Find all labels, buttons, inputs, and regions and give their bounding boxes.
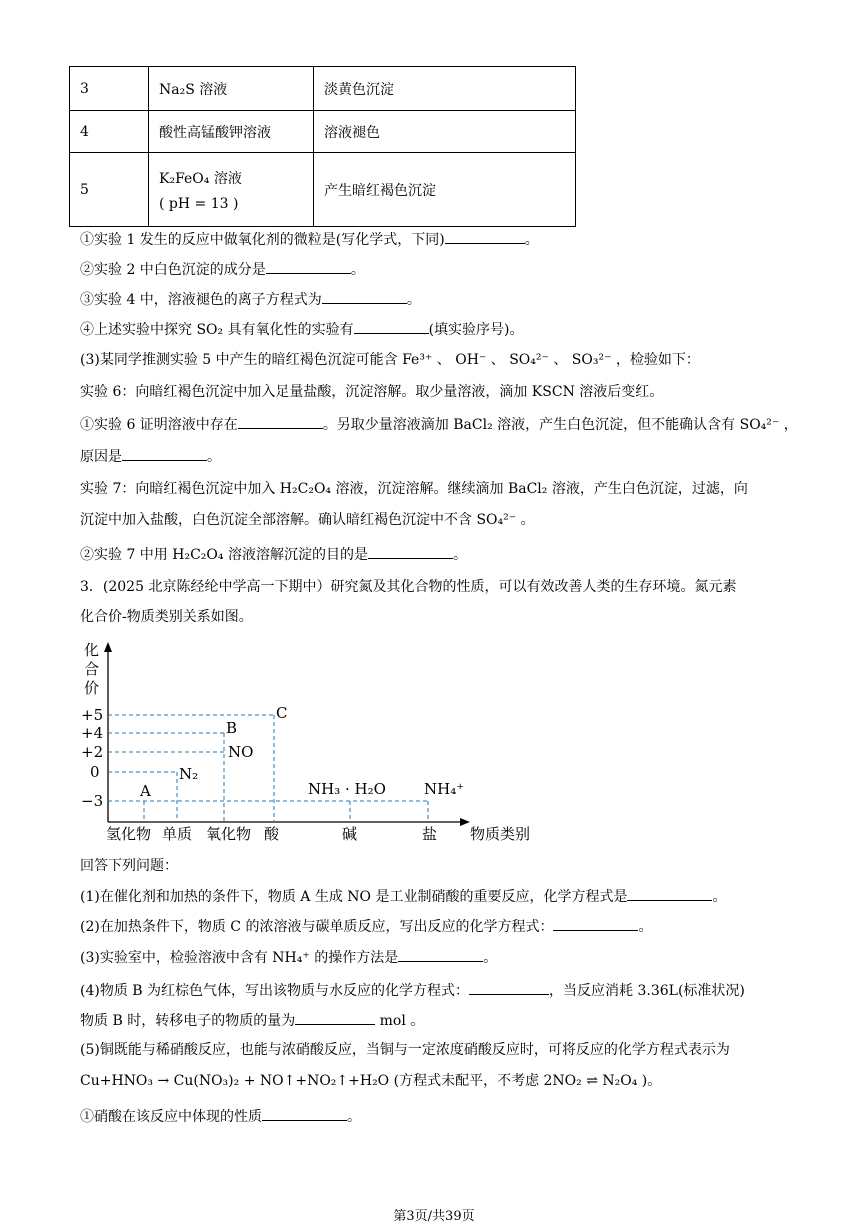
y-tick: +5 [81, 706, 104, 724]
text: 。 [483, 950, 498, 966]
answer-blank[interactable] [295, 1010, 375, 1025]
table-cell-reagent [149, 153, 314, 227]
point-label-no: NO [228, 743, 254, 761]
q3-part4-line2 [80, 1010, 424, 1031]
answer-blank[interactable] [122, 446, 207, 461]
y-title-char: 合 [84, 660, 100, 678]
table-cell-reagent: 酸性高锰酸钾溶液 [149, 111, 314, 153]
y-title-char: 化 [84, 641, 100, 659]
point-label-n2: N₂ [179, 765, 199, 783]
text: 物质 B 时，转移电子的物质的量为 [80, 1013, 296, 1029]
y-tick: +4 [81, 724, 104, 742]
text: ③实验 4 中，溶液褪色的离子方程式为 [80, 292, 322, 308]
table-cell-no: 4 [70, 111, 149, 153]
text: 。 [638, 919, 653, 935]
y-axis-arrow [104, 642, 112, 652]
answer-blank[interactable] [553, 916, 638, 931]
text: 。 [207, 449, 221, 465]
text: ②实验 2 中白色沉淀的成分是 [80, 262, 266, 278]
q3-stem-line1: 3．(2025 北京陈经纶中学高一下期中）研究氮及其化合物的性质，可以有效改善人类的生存环境。氮元素 [80, 579, 737, 595]
y-tick: 0 [90, 763, 100, 781]
q2-conclusion1 [80, 414, 798, 435]
q3-part1 [80, 886, 726, 907]
point-label-nh3h2o: NH₃ · H₂O [308, 780, 386, 798]
answer-blank[interactable] [627, 886, 712, 901]
answer-blank[interactable] [368, 544, 453, 559]
experiment-6: 实验 6：向暗红褐色沉淀中加入足量盐酸，沉淀溶解。取少量溶液，滴加 KSCN 溶液后变红。 [80, 384, 664, 400]
table-cell-result: 溶液褪色 [314, 111, 576, 153]
text: ，当反应消耗 3.36L(标准状况) [549, 983, 745, 999]
x-tick: 盐 [422, 825, 438, 843]
table-cell-no: 3 [70, 67, 149, 111]
x-tick: 氧化物 [206, 825, 252, 843]
q2-subq4 [80, 319, 524, 340]
valence-category-diagram [78, 636, 548, 846]
text: 。 [452, 547, 467, 563]
y-tick: +2 [81, 743, 104, 761]
page-footer: 第3页/共39页 [393, 1209, 475, 1224]
answer-blank[interactable] [354, 319, 429, 334]
q3-part5-line1: (5)铜既能与稀硝酸反应，也能与浓硝酸反应，当铜与一定浓度硝酸反应时，可将反应的化学方程式表示为 [80, 1042, 730, 1058]
q3-part5-equation: Cu+HNO₃ → Cu(NO₃)₂ + NO↑+NO₂↑+H₂O (方程式未配平，不考虑 2NO₂ ⇌ N₂O₄ )。 [80, 1073, 662, 1089]
table-cell-no: 5 [70, 153, 149, 227]
text: 。另取少量溶液滴加 BaCl₂ 溶液，产生白色沉淀，但不能确认含有 SO₄²⁻ ， [322, 417, 798, 433]
y-tick: −3 [81, 792, 104, 810]
table-cell-reagent: Na₂S 溶液 [149, 67, 314, 111]
text: 。 [406, 292, 421, 308]
answer-blank[interactable] [469, 980, 549, 995]
answer-blank[interactable] [238, 414, 323, 429]
text: ④上述实验中探究 SO₂ 具有氧化性的实验有 [80, 322, 354, 338]
y-title-char: 价 [84, 679, 100, 697]
text: (1)在催化剂和加热的条件下，物质 A 生成 NO 是工业制硝酸的重要反应，化学方程式是 [80, 889, 628, 905]
q3-part2 [80, 916, 652, 937]
x-tick: 单质 [162, 825, 193, 843]
q2-subq2 [80, 259, 365, 280]
table-row [70, 153, 576, 227]
experiment-7-line2: 沉淀中加入盐酸，白色沉淀全部溶解。确认暗红褐色沉淀中不含 SO₄²⁻ 。 [80, 512, 535, 528]
text: 。 [347, 1109, 361, 1125]
point-label-nh4: NH₄⁺ [424, 780, 465, 798]
text: ②实验 7 中用 H₂C₂O₄ 溶液溶解沉淀的目的是 [80, 547, 368, 563]
reagent-line-2: ( pH = 13 ) [159, 195, 239, 212]
text: ①实验 1 发生的反应中做氧化剂的微粒是(写化学式，下同) [80, 232, 445, 248]
point-label-a: A [140, 782, 151, 800]
guide-lines [108, 715, 428, 822]
table-row [70, 111, 576, 153]
reagent-line-1: K₂FeO₄ 溶液 [159, 170, 242, 187]
q2-conclusion2 [80, 544, 467, 565]
experiment-7-line1: 实验 7：向暗红褐色沉淀中加入 H₂C₂O₄ 溶液，沉淀溶解。继续滴加 BaCl₂ 溶液，产生白色沉淀，过滤，向 [80, 481, 748, 497]
table-cell-result: 产生暗红褐色沉淀 [314, 153, 576, 227]
text: ①硝酸在该反应中体现的性质 [80, 1109, 262, 1125]
x-axis-title: 物质类别 [470, 825, 531, 843]
q2-subq1 [80, 229, 539, 250]
answer-blank[interactable] [445, 229, 525, 244]
point-label-b: B [226, 719, 238, 737]
x-axis-arrow [460, 818, 470, 826]
q3-part4-line1 [80, 980, 745, 1001]
text: 原因是 [80, 449, 122, 465]
table-cell-result: 淡黄色沉淀 [314, 67, 576, 111]
q3-subq1 [80, 1106, 361, 1127]
text: ①实验 6 证明溶液中存在 [80, 417, 238, 433]
q2-part3: (3)某同学推测实验 5 中产生的暗红褐色沉淀可能含 Fe³⁺ 、 OH⁻ 、 SO₄²⁻ 、 SO₃²⁻ ，检验如下： [80, 352, 700, 368]
x-tick: 碱 [342, 825, 358, 843]
text: 。 [524, 232, 539, 248]
answer-blank[interactable] [398, 947, 483, 962]
q3-answer-prompt: 回答下列问题： [80, 858, 178, 874]
text: (填实验序号)。 [428, 322, 524, 338]
text: (3)实验室中，检验溶液中含有 NH₄⁺ 的操作方法是 [80, 950, 399, 966]
q2-reason [80, 446, 221, 467]
answer-blank[interactable] [266, 259, 351, 274]
text: 。 [712, 889, 727, 905]
answer-blank[interactable] [322, 289, 407, 304]
q3-part3 [80, 947, 497, 968]
text: (2)在加热条件下，物质 C 的浓溶液与碳单质反应，写出反应的化学方程式： [80, 919, 554, 935]
answer-blank[interactable] [262, 1106, 347, 1121]
q2-subq3 [80, 289, 421, 310]
x-tick: 酸 [264, 825, 280, 843]
text: (4)物质 B 为红棕色气体，写出该物质与水反应的化学方程式： [80, 983, 470, 999]
table-row [70, 67, 576, 111]
point-label-c: C [276, 704, 288, 722]
x-tick: 氢化物 [106, 825, 152, 843]
text: 。 [350, 262, 365, 278]
q3-stem-line2: 化合价-物质类别关系如图。 [80, 609, 253, 625]
text: mol 。 [375, 1013, 425, 1029]
experiment-table [69, 66, 576, 227]
